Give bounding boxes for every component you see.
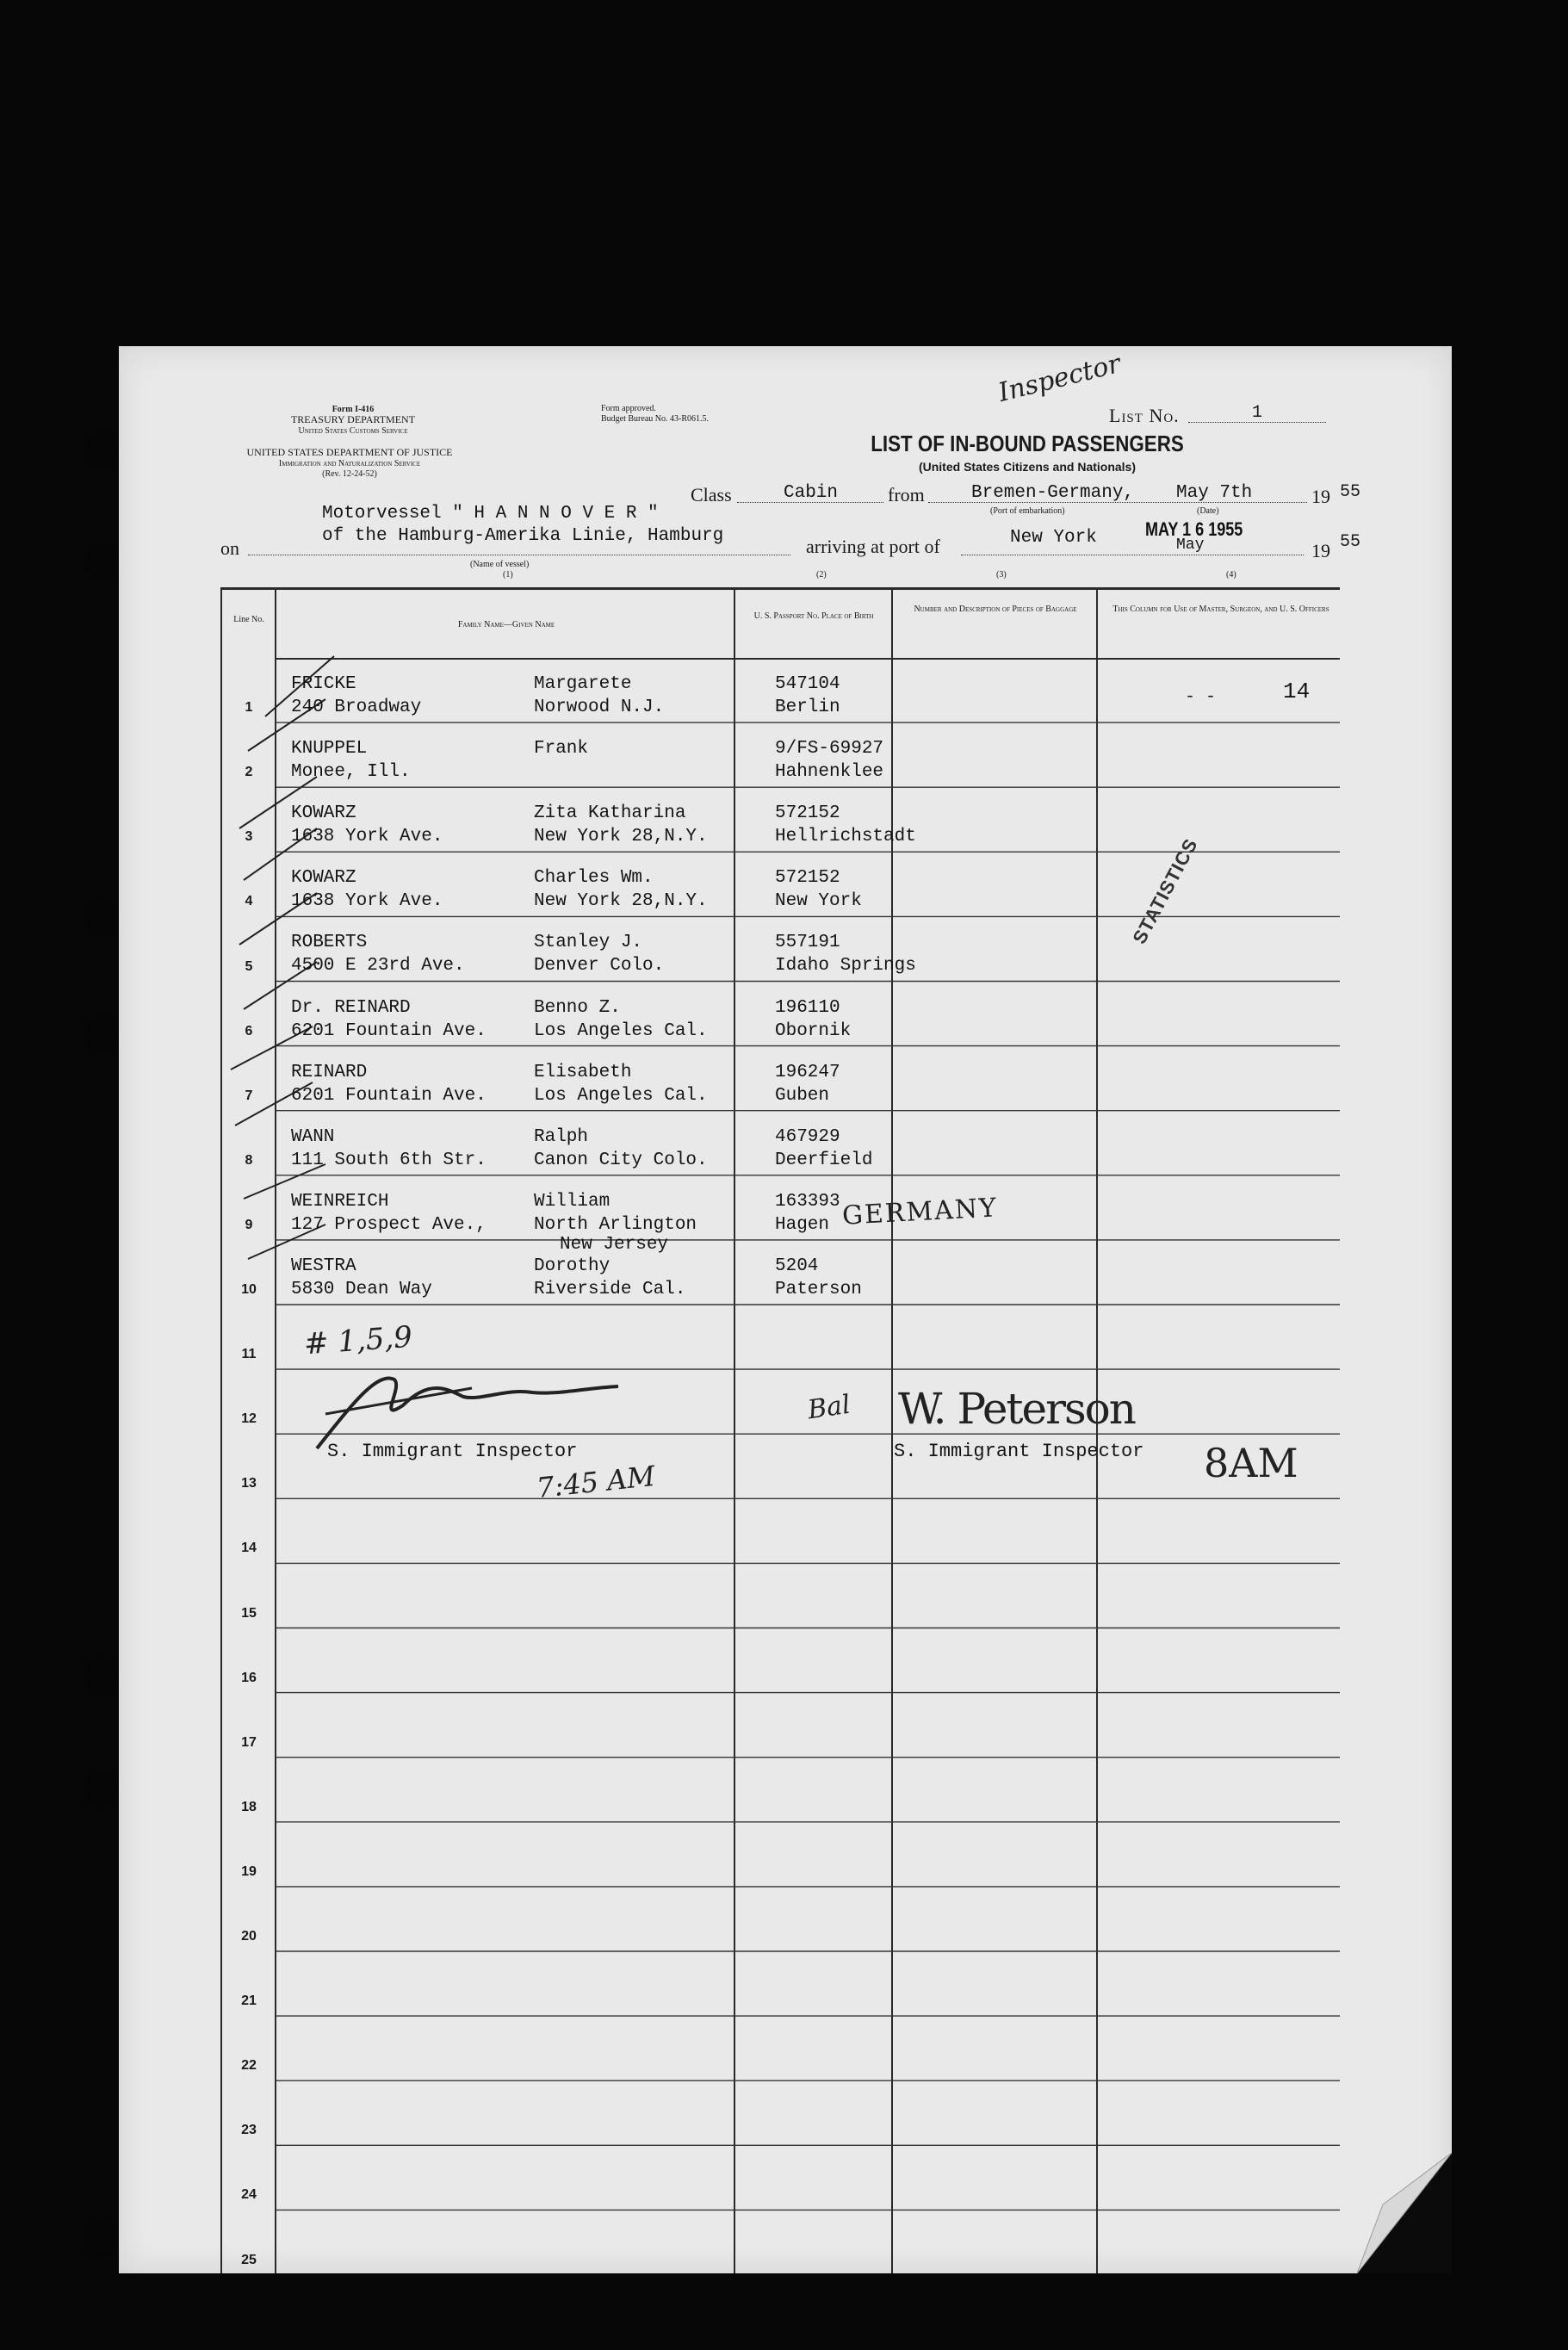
- line-number: 17: [241, 1734, 257, 1750]
- manifest-page: [119, 346, 1452, 2273]
- justice-dept: UNITED STATES DEPARTMENT OF JUSTICE: [246, 446, 453, 458]
- punch-hole: [84, 1771, 119, 1806]
- table-header-rule: [276, 658, 1340, 660]
- departure-date: May 7th: [1176, 483, 1253, 503]
- passenger-city: Los Angeles Cal.: [534, 1085, 708, 1106]
- passenger-city-line2: New Jersey: [560, 1234, 669, 1255]
- passenger-passport-no: 547104: [775, 674, 840, 694]
- col-num-2: (2): [816, 570, 827, 580]
- passenger-address: 111 South 6th Str.: [291, 1150, 487, 1170]
- from-label: from: [888, 484, 925, 505]
- line-number: 9: [245, 1217, 253, 1232]
- table-top-rule: [220, 587, 1340, 590]
- count-note: # 1,5,9: [302, 1319, 414, 1362]
- punch-hole: [84, 1018, 119, 1052]
- col-num-4: (4): [1226, 570, 1236, 580]
- passenger-city: Norwood N.J.: [534, 698, 665, 717]
- passenger-given-name: Zita Katharina: [534, 803, 686, 824]
- passenger-address: 6201 Fountain Ave.: [291, 1020, 487, 1041]
- passenger-birthplace: Obornik: [775, 1020, 852, 1041]
- col-num-3: (3): [996, 570, 1007, 580]
- passenger-birthplace: New York: [775, 891, 862, 912]
- passenger-city: North Arlington: [534, 1214, 697, 1235]
- right-signature: W. Peterson: [898, 1384, 1135, 1434]
- ins-service: Immigration and Naturalization Service: [278, 459, 421, 468]
- passenger-passport-no: 9/FS-69927: [775, 739, 884, 760]
- line-number: 8: [245, 1152, 253, 1168]
- vessel-line-1: Motorvessel " H A N N O V E R ": [322, 504, 659, 524]
- passenger-city: Riverside Cal.: [534, 1279, 686, 1299]
- line-number: 11: [241, 1347, 257, 1362]
- passenger-given-name: Elisabeth: [534, 1062, 632, 1082]
- on-label: on: [220, 537, 239, 559]
- passenger-birthplace: Guben: [775, 1085, 830, 1106]
- passenger-city: New York 28,N.Y.: [534, 827, 708, 847]
- passenger-address: 6201 Fountain Ave.: [291, 1085, 487, 1106]
- punch-hole: [84, 544, 119, 579]
- line-number: 25: [241, 2252, 257, 2267]
- passenger-family-name: WANN: [291, 1126, 335, 1147]
- passenger-address: Monee, Ill.: [291, 762, 411, 783]
- handwritten-inspector: Inspector: [995, 349, 1124, 408]
- passenger-birthplace: Idaho Springs: [775, 956, 916, 977]
- header-name: Family Name—Given Name: [457, 620, 555, 629]
- passenger-birthplace: Hahnenklee: [775, 762, 884, 783]
- passenger-given-name: Stanley J.: [534, 933, 643, 953]
- from-value: Bremen-Germany,: [971, 483, 1135, 503]
- passenger-family-name: KOWARZ: [291, 803, 356, 824]
- passenger-passport-no: 196247: [775, 1062, 840, 1082]
- passenger-city: New York 28,N.Y.: [534, 891, 708, 912]
- arrival-month: May: [1176, 536, 1205, 554]
- passenger-birthplace: Hellrichstadt: [775, 827, 916, 847]
- row-rules: [119, 346, 1452, 2273]
- form-number: Form I-416: [332, 405, 375, 414]
- arrival-stamp-date: MAY 1 6 1955: [1145, 518, 1243, 540]
- punch-hole: [84, 2222, 119, 2256]
- line-number: 18: [241, 1799, 257, 1814]
- line-number: 2: [245, 765, 253, 780]
- passenger-birthplace: Berlin: [775, 698, 840, 717]
- passenger-passport-no: 163393: [775, 1191, 840, 1212]
- passenger-given-name: Frank: [534, 739, 589, 760]
- punch-hole: [84, 902, 119, 936]
- year1-prefix: 19: [1311, 486, 1330, 507]
- passenger-passport-no: 196110: [775, 997, 840, 1018]
- vessel-caption: (Name of vessel): [470, 560, 530, 569]
- passenger-address: 240 Broadway: [291, 698, 422, 717]
- line-number: 16: [241, 1670, 257, 1685]
- passenger-city: Los Angeles Cal.: [534, 1020, 708, 1041]
- line-number: 23: [241, 2123, 257, 2138]
- passenger-birthplace: Deerfield: [775, 1150, 873, 1170]
- handwritten-germany: GERMANY: [841, 1193, 999, 1231]
- line-number: 1: [245, 700, 253, 716]
- passenger-family-name: Dr. REINARD: [291, 997, 411, 1018]
- passenger-birthplace: Hagen: [775, 1214, 830, 1235]
- passenger-address: 127 Prospect Ave.,: [291, 1214, 487, 1235]
- right-inspector-caption: S. Immigrant Inspector: [894, 1441, 1144, 1462]
- customs-service: United States Customs Service: [298, 426, 408, 436]
- passenger-city: Canon City Colo.: [534, 1150, 708, 1170]
- line-number: 20: [241, 1929, 257, 1944]
- year1-suffix: 55: [1340, 482, 1361, 502]
- passenger-passport-no: 572152: [775, 803, 840, 824]
- passenger-address: 1638 York Ave.: [291, 891, 443, 912]
- passenger-address: 5830 Dean Way: [291, 1279, 432, 1299]
- year2-prefix: 19: [1311, 540, 1330, 561]
- passenger-address: 1638 York Ave.: [291, 827, 443, 847]
- col-num-1: (1): [503, 570, 513, 580]
- passenger-family-name: REINARD: [291, 1062, 368, 1082]
- line-number: 5: [245, 958, 253, 974]
- officer-mark: 14: [1283, 679, 1311, 704]
- class-label: Class: [691, 484, 732, 505]
- line-number: 6: [245, 1023, 253, 1039]
- line-number: 12: [241, 1411, 257, 1427]
- left-time: 7:45 AM: [535, 1459, 657, 1505]
- year2-suffix: 55: [1340, 532, 1361, 552]
- arriving-label: arriving at port of: [806, 536, 940, 557]
- list-no-value: 1: [1252, 403, 1263, 423]
- passenger-birthplace: Paterson: [775, 1279, 862, 1299]
- vessel-line-2: of the Hamburg-Amerika Linie, Hamburg: [322, 526, 724, 546]
- header-passport: U. S. Passport No. Place of Birth: [753, 611, 874, 621]
- line-number: 21: [241, 1993, 257, 2009]
- right-time: 8AM: [1204, 1440, 1298, 1486]
- passenger-address: 4500 E 23rd Ave.: [291, 956, 465, 977]
- punch-hole: [84, 1659, 119, 1694]
- arrival-port: New York: [1010, 528, 1097, 548]
- line-number: 14: [241, 1541, 257, 1556]
- passenger-city: Denver Colo.: [534, 956, 665, 977]
- line-number: 24: [241, 2187, 257, 2203]
- left-inspector-caption: S. Immigrant Inspector: [327, 1441, 578, 1462]
- col-divider-passport: [734, 587, 735, 2273]
- passenger-passport-no: 572152: [775, 868, 840, 889]
- line-number: 19: [241, 1863, 257, 1879]
- header-officers: This Column for Use of Master, Surgeon, and U. S. Officers: [1112, 605, 1329, 614]
- passenger-family-name: KOWARZ: [291, 868, 356, 889]
- passenger-family-name: FRICKE: [291, 674, 356, 694]
- passenger-given-name: Charles Wm.: [534, 868, 654, 889]
- passenger-family-name: ROBERTS: [291, 933, 368, 953]
- header-line-no: Line No.: [233, 615, 264, 624]
- passenger-passport-no: 467929: [775, 1126, 840, 1147]
- form-approved: Form approved.: [601, 404, 656, 413]
- port-embarkation-caption: (Port of embarkation): [990, 506, 1065, 516]
- manifest-title: LIST OF IN-BOUND PASSENGERS: [871, 431, 1184, 456]
- class-value: Cabin: [784, 483, 839, 503]
- line-number: 10: [241, 1282, 257, 1297]
- passenger-given-name: William: [534, 1191, 610, 1212]
- date-caption: (Date): [1197, 506, 1219, 516]
- line-number: 3: [245, 829, 253, 845]
- line-number: 15: [241, 1605, 257, 1621]
- line-number: 22: [241, 2058, 257, 2074]
- passenger-passport-no: 557191: [775, 933, 840, 953]
- passenger-given-name: Dorothy: [534, 1256, 610, 1276]
- line-number: 13: [241, 1476, 257, 1491]
- passenger-family-name: KNUPPEL: [291, 739, 368, 760]
- folded-corner: [1357, 2153, 1452, 2273]
- bal-note: Bal: [805, 1389, 852, 1426]
- list-no-label: List No.: [1109, 405, 1180, 426]
- manifest-subtitle: (United States Citizens and Nationals): [918, 460, 1137, 474]
- passenger-given-name: Benno Z.: [534, 997, 621, 1018]
- passenger-family-name: WEINREICH: [291, 1191, 389, 1212]
- passenger-given-name: Margarete: [534, 674, 632, 694]
- officer-tick: - -: [1185, 687, 1217, 707]
- line-number: 4: [245, 894, 253, 909]
- passenger-passport-no: 5204: [775, 1256, 819, 1276]
- statistics-stamp: STATISTICS: [1128, 834, 1202, 948]
- form-revision: (Rev. 12-24-52): [322, 469, 377, 479]
- treasury-dept: TREASURY DEPARTMENT: [290, 413, 416, 425]
- passenger-family-name: WESTRA: [291, 1256, 356, 1276]
- passenger-given-name: Ralph: [534, 1126, 589, 1147]
- header-baggage: Number and Description of Pieces of Baggage: [914, 605, 1077, 614]
- punch-hole: [84, 432, 119, 467]
- line-number: 7: [245, 1088, 253, 1103]
- budget-bureau: Budget Bureau No. 43-R061.5.: [601, 414, 709, 424]
